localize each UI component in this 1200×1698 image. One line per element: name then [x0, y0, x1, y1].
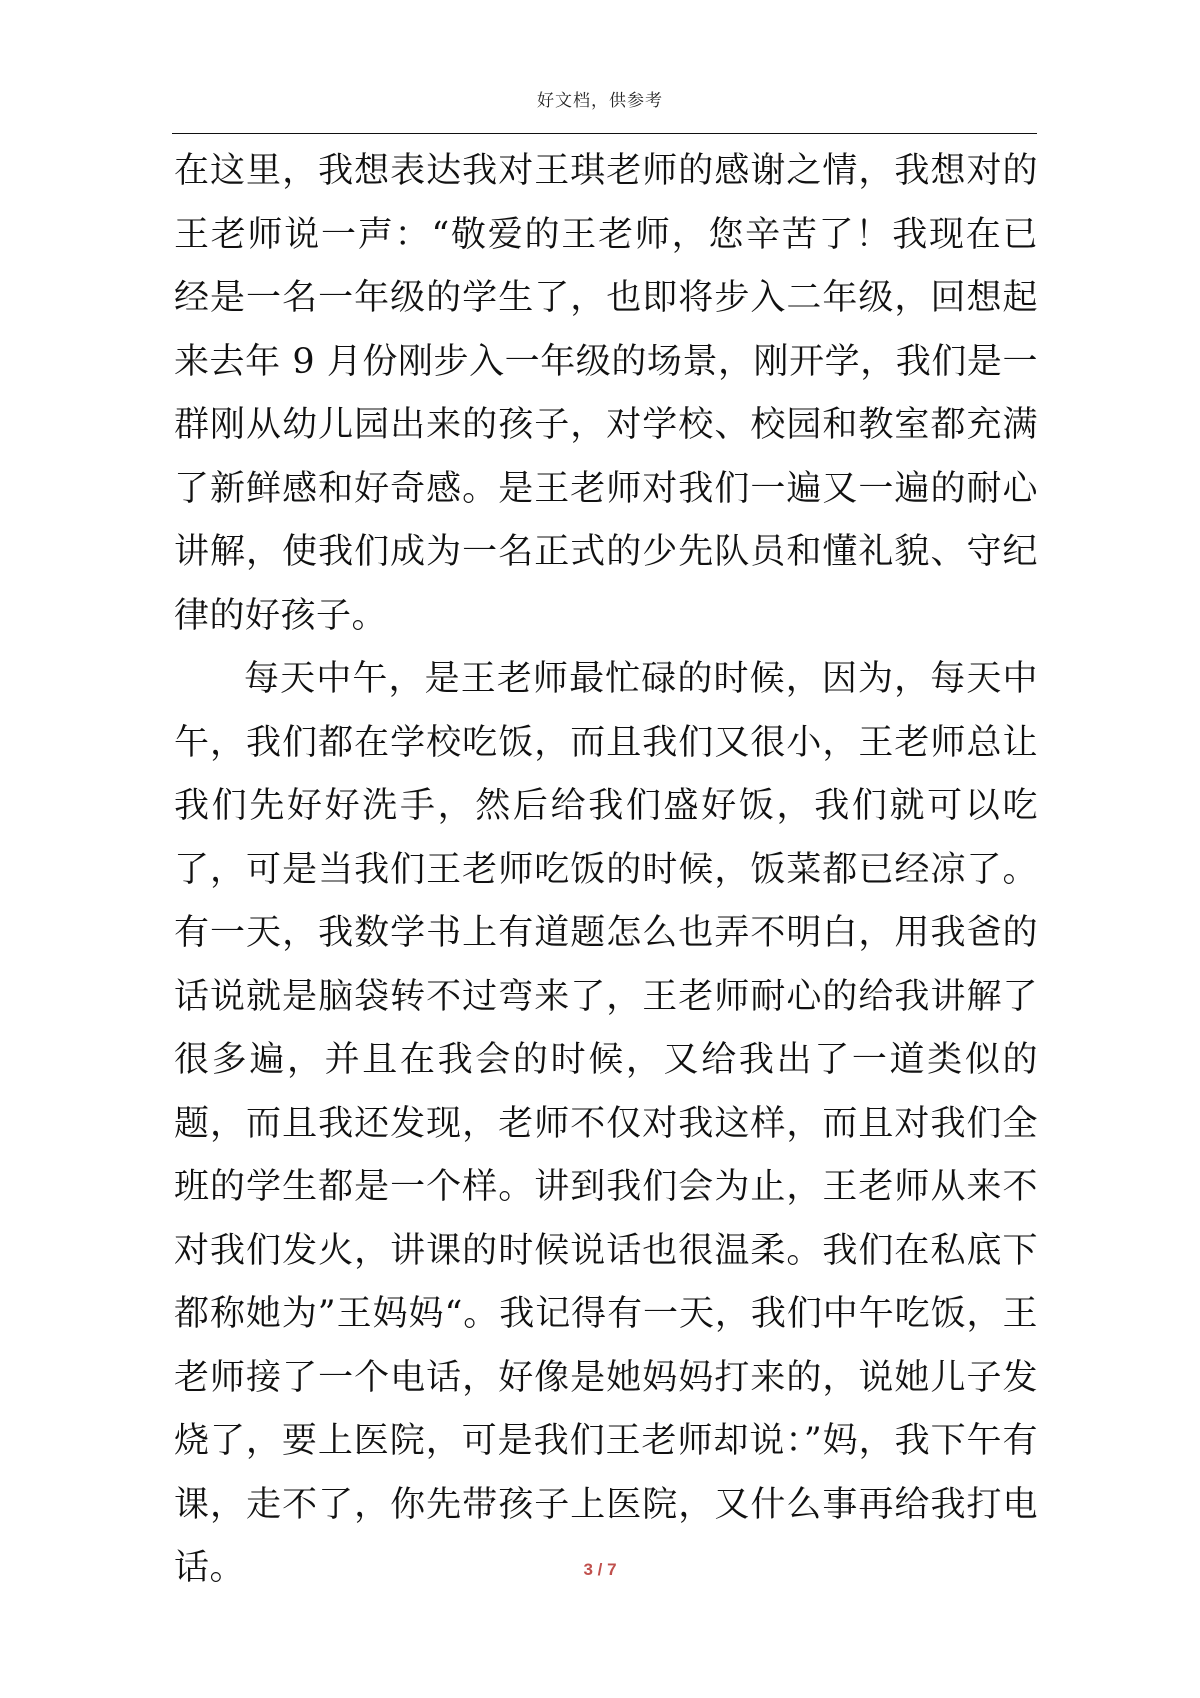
page-header: 好文档，供参考 [537, 91, 663, 111]
page-number: 3 / 7 [583, 1560, 617, 1579]
header-divider [172, 133, 1037, 134]
paragraph-1: 在这里，我想表达我对王琪老师的感谢之情，我想对的王老师说一声：“敬爱的王老师，您辛苦了！我现在已经是一名一年级的学生了，也即将步入二年级，回想起来去年 9 月份刚步入一年级的场景，刚开学，我们是一群刚从幼儿园出来的孩子，对学校、校园和教室都充满了新鲜感和好奇感。是王老师对我们一遍又一遍的耐心讲解，使我们成为一名正式的少先队员和懂礼貌、守纪律的好孩子。 [174, 151, 1038, 636]
document-body [174, 140, 1038, 1601]
paragraph-2: 每天中午，是王老师最忙碌的时候，因为，每天中午，我们都在学校吃饭，而且我们又很小，王老师总让我们先好好洗手，然后给我们盛好饭，我们就可以吃了，可是当我们王老师吃饭的时候，饭菜都已经凉了。有一天，我数学书上有道题怎么也弄不明白，用我爸的话说就是脑袋转不过弯来了，王老师耐心的给我讲解了很多遍，并且在我会的时候，又给我出了一道类似的题，而且我还发现，老师不仅对我这样，而且对我们全班的学生都是一个样。讲到我们会为止，王老师从来不对我们发火，讲课的时候说话也很温柔。我们在私底下都称她为”王妈妈“。我记得有一天，我们中午吃饭，王老师接了一个电话，好像是她妈妈打来的，说她儿子发烧了，要上医院，可是我们王老师却说：”妈，我下午有课，走不了，你先带孩子上医院，又什么事再给我打电话。 [174, 659, 1038, 1588]
